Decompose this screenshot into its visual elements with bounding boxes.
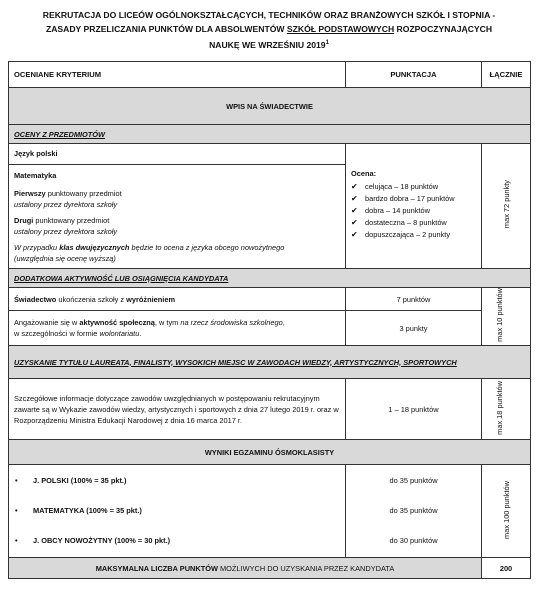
activity-heading-row [9,269,531,288]
grades-subjects [9,144,346,269]
table-header-row [9,62,531,88]
volunteer-criterion: Angażowanie się w aktywność społeczną, w tym na rzecz środowiska szkolnego, w szczególności w formie wolontariatu. [9,311,346,346]
bullet-icon: • [15,506,18,515]
checkmark-icon: ✔ [351,194,358,203]
title-line-3: NAUKĘ WE WRZEŚNIU 2019$^1$ [209,39,329,50]
grades-heading: OCENY Z PRZEDMIOTÓW [9,125,531,144]
activity-heading: DODATKOWA AKTYWNOŚĆ LUB OSIĄGNIĘCIA KANDYDATA [9,269,531,288]
checkmark-icon: ✔ [351,230,358,239]
bilingual-note: W przypadku klas dwujęzycznych będzie to ocena z języka obcego nowożytnego [14,243,285,252]
checkmark-icon: ✔ [351,206,358,215]
volunteer-row [9,311,531,346]
grades-list [351,181,476,241]
grades-scale [346,144,482,269]
grades-row [9,144,531,269]
footer-row [9,558,531,579]
exam-heading: WYNIKI EGZAMINU ÓSMOKLASISTY [9,440,531,465]
laureate-description: Szczegółowe informacje dotyczące zawodów uwzględnianych w postępowaniu rekrutacyjnym zawarte są w Wykazie zawodów wiedzy, artystycznych i sportowych z dnia 27 lutego 2019 r. oraz w Rozporządzeniu Ministra Edukacji Narodowej z dnia 16 marca 2017 r. [9,379,346,440]
honors-criterion: Świadectwo ukończenia szkoły z wyróżnieniem [9,288,346,311]
subject-math: Matematyka [14,171,57,180]
header-criterion: OCENIANE KRYTERIUM [9,62,346,88]
subject-second: Drugi punktowany przedmiot [14,216,110,225]
grades-total: max 72 punkty [482,144,531,269]
laureate-heading-row [9,346,531,379]
activity-total: max 10 punktów [482,288,531,346]
subject-second-note: ustalony przez dyrektora szkoły [14,227,118,236]
checkmark-icon: ✔ [351,182,358,191]
footnote-marker: 1 [325,40,329,46]
grade-item: ✔ dopuszczająca – 2 punkty [351,230,451,239]
exam-heading-row [9,440,531,465]
exam-row [9,465,531,558]
volunteer-points: 3 punkty [346,311,482,346]
footer-label: MAKSYMALNA LICZBA PUNKTÓW MOŻLIWYCH DO UZYSKANIA PRZEZ KANDYDATA [9,558,482,579]
subject-first-note: ustalony przez dyrektora szkoły [14,200,118,209]
exam-item: • J. OBCY NOWOŻYTNY (100% = 30 pkt.) [9,526,345,556]
points-table [8,61,531,579]
exam-subjects [9,465,346,558]
exam-total: max 100 punktów [482,465,531,558]
grade-item: ✔ celująca – 18 punktów [351,182,439,191]
bullet-icon: • [15,476,18,485]
header-points: PUNKTACJA [346,62,482,88]
footer-total: 200 [482,558,531,579]
title-line-1: REKRUTACJA DO LICEÓW OGÓLNOKSZTAŁCĄCYCH, TECHNIKÓW ORAZ BRANŻOWYCH SZKÓŁ I STOPNIA - [42,10,496,20]
grades-heading-row [9,125,531,144]
laureate-total: max 18 punktów [482,379,531,440]
honors-points: 7 punktów [346,288,482,311]
exam-item: • J. POLSKI (100% = 35 pkt.) [9,466,345,496]
grades-label: Ocena: [351,169,377,178]
title-underlined: SZKÓŁ PODSTAWOWYCH [286,24,395,34]
header-total: ŁĄCZNIE [482,62,531,88]
subject-polish: Język polski [9,144,345,165]
exam-points-item: do 30 punktów [389,536,438,545]
document-title [8,8,530,52]
exam-points-item: do 35 punktów [389,476,438,485]
laureate-heading: UZYSKANIE TYTUŁU LAUREATA, FINALISTY, WYSOKICH MIEJSC W ZAWODACH WIEDZY, ARTYSTYCZNYCH, SPORTOWYCH [9,346,531,379]
laureate-row [9,379,531,440]
honors-row [9,288,531,311]
grade-item: ✔ dostateczna – 8 punktów [351,218,447,227]
exam-points [346,465,482,558]
certificate-heading: WPIS NA ŚWIADECTWIE [9,88,531,125]
laureate-points: 1 – 18 punktów [346,379,482,440]
title-line-2: ZASADY PRZELICZANIA PUNKTÓW DLA ABSOLWENTÓW SZKÓŁ PODSTAWOWYCH ROZPOCZYNAJĄCYCH [45,24,493,34]
bilingual-note-2: (uwzględnia się ocenę wyższą) [14,254,116,263]
bullet-icon: • [15,536,18,545]
certificate-heading-row [9,88,531,125]
grade-item: ✔ bardzo dobra – 17 punktów [351,194,455,203]
exam-points-item: do 35 punktów [389,506,438,515]
subject-first: Pierwszy punktowany przedmiot [14,189,122,198]
grade-item: ✔ dobra – 14 punktów [351,206,430,215]
checkmark-icon: ✔ [351,218,358,227]
exam-item: • MATEMATYKA (100% = 35 pkt.) [9,496,345,526]
